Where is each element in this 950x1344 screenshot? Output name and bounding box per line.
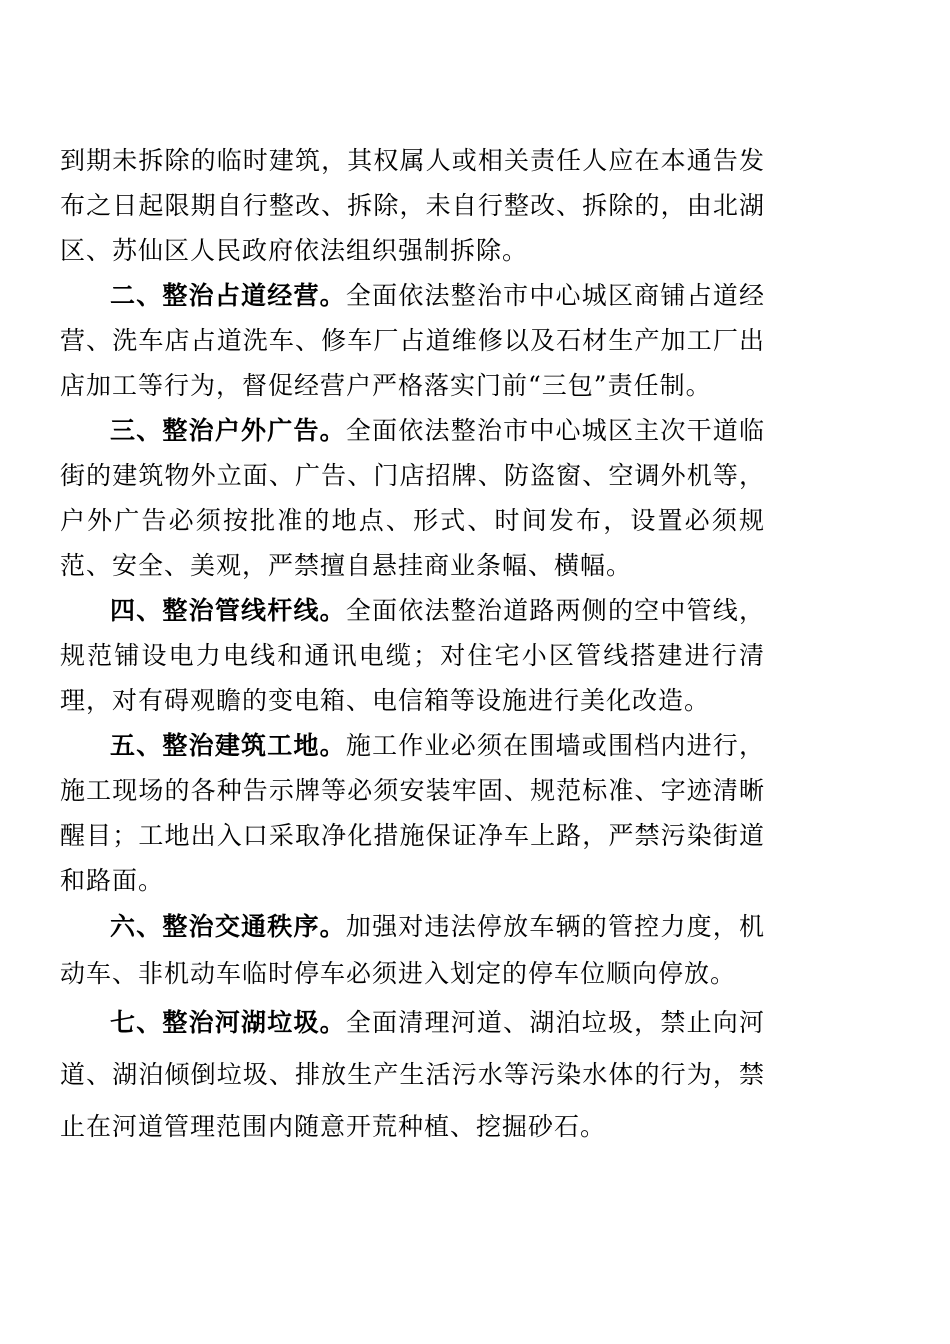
paragraph-section-5 [60, 723, 765, 903]
paragraph-body: 全面依法整治市中心城区主次干道临街的建筑物外立面、广告、门店招牌、防盗窗、空调外机等，户外广告必须按批准的地点、形式、时间发布，设置必须规范、安全、美观，严禁擅自悬挂商业条幅、横幅。 [60, 416, 765, 580]
paragraph-section-2 [60, 273, 765, 408]
paragraph-section-4 [60, 588, 765, 723]
section-heading: 六、整治交通秩序。 [110, 912, 346, 941]
document-body [60, 138, 765, 1153]
paragraph-section-7 [60, 997, 765, 1153]
paragraph-body: 全面依法整治道路两侧的空中管线，规范铺设电力电线和通讯电缆；对住宅小区管线搭建进行清理，对有碍观瞻的变电箱、电信箱等设施进行美化改造。 [60, 596, 765, 715]
paragraph-body: 全面清理河道、湖泊垃圾，禁止向河道、湖泊倾倒垃圾、排放生产生活污水等污染水体的行为，禁止在河道管理范围内随意开荒种植、挖掘砂石。 [60, 1008, 765, 1141]
paragraph-body: 加强对违法停放车辆的管控力度，机动车、非机动车临时停车必须进入划定的停车位顺向停放。 [60, 912, 765, 988]
section-heading: 七、整治河湖垃圾。 [110, 1008, 346, 1037]
paragraph-body: 施工作业必须在围墙或围档内进行，施工现场的各种告示牌等必须安装牢固、规范标准、字迹清晰醒目；工地出入口采取净化措施保证净车上路，严禁污染街道和路面。 [60, 731, 765, 895]
paragraph-continuation [60, 138, 765, 273]
section-heading: 五、整治建筑工地。 [110, 731, 346, 760]
paragraph-body: 全面依法整治市中心城区商铺占道经营、洗车店占道洗车、修车厂占道维修以及石材生产加工厂出店加工等行为，督促经营户严格落实门前“三包”责任制。 [60, 281, 765, 400]
paragraph-body: 到期未拆除的临时建筑，其权属人或相关责任人应在本通告发布之日起限期自行整改、拆除，未自行整改、拆除的，由北湖区、苏仙区人民政府依法组织强制拆除。 [60, 146, 765, 265]
section-heading: 四、整治管线杆线。 [110, 596, 346, 625]
section-heading: 三、整治户外广告。 [110, 416, 346, 445]
paragraph-section-6 [60, 903, 765, 997]
paragraph-section-3 [60, 408, 765, 588]
section-heading: 二、整治占道经营。 [110, 281, 346, 310]
